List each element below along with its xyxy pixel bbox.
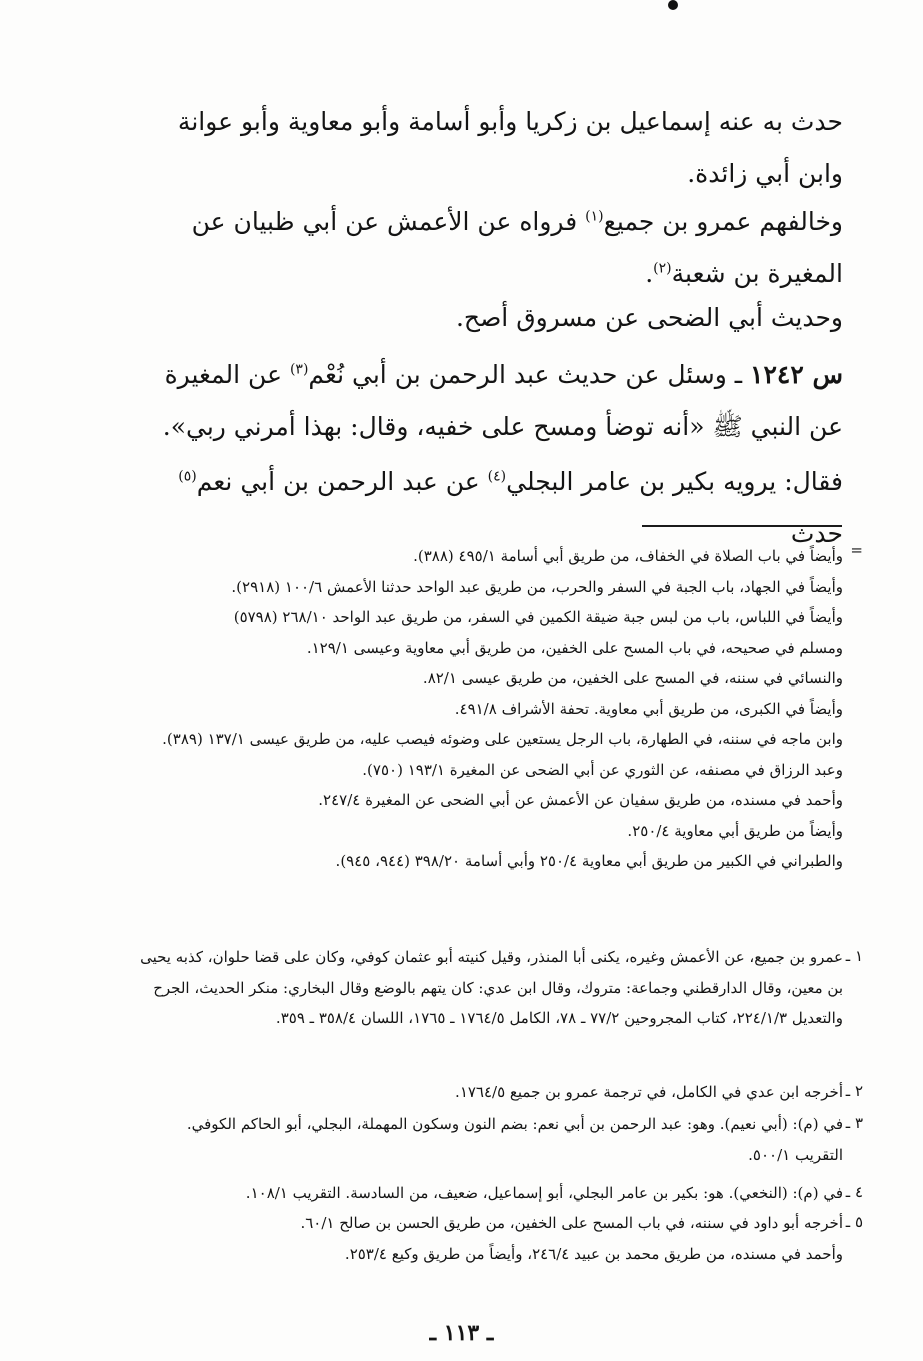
footnote-5 bbox=[138, 1208, 843, 1269]
p2-text-b: فرواه عن الأعمش عن أبي ظبيان عن المغيرة بن شعبة bbox=[191, 207, 843, 288]
footnote-line: وأيضاً من طريق أبي معاوية ٢٥٠/٤. bbox=[627, 821, 843, 840]
footnote-separator bbox=[642, 525, 842, 527]
ink-dot bbox=[668, 0, 678, 10]
question-number: س ١٢٤٢ bbox=[750, 360, 843, 389]
question-text-a: ـ وسئل عن حديث عبد الرحمن بن أبي نُعْم bbox=[308, 360, 751, 389]
footnote-text: أخرجه أبو داود في سننه، في باب المسح على الخفين، من طريق الحسن بن صالح ٦٠/١. bbox=[300, 1214, 843, 1232]
footnote-line: وعبد الرزاق في مصنفه، عن الثوري عن أبي الضحى عن المغيرة ١٩٣/١ (٧٥٠). bbox=[362, 760, 843, 779]
footnote-number-5: ٥ ـ bbox=[845, 1213, 863, 1231]
footnote-text-continued: وأحمد في مسنده، من طريق محمد بن عبيد ٢٤٦/٤، وأيضاً من طريق وكيع ٢٥٣/٤. bbox=[344, 1244, 843, 1263]
footnote-line: وأيضاً في اللباس، باب من لبس جبة ضيقة الكمين في السفر، من طريق عبد الواحد ٢٦٨/١٠ (٥٧٩٨) bbox=[233, 608, 843, 626]
footnote-text: عمرو بن جميع، عن الأعمش وغيره، يكنى أبا المنذر، وقيل كنيته أبو عثمان كوفي، وكان على قضا حلوان، كذبه يحيى بن معين، وقال الدارقطني وجماعة: متروك، وقال ابن عدي: كان يتهم بالوضع وقال البخاري: منكر الحديث، الجرح والتعديل ٢٢٤/١/٣، كتاب المجروحين ٧٧/٢ ـ ٧٨، الكامل ١٧٦٤/٥ ـ ١٧٦٥، اللسان ٣٥٨/٤ ـ ٣٥٩. bbox=[140, 948, 843, 1027]
footnote-line: والنسائي في سننه، في المسح على الخفين، من طريق عيسى ٨٢/١. bbox=[422, 669, 843, 687]
footnote-line: ومسلم في صحيحه، في باب المسح على الخفين، من طريق أبي معاوية وعيسى ١٢٩/١. bbox=[306, 638, 843, 657]
footnote-4 bbox=[138, 1178, 843, 1209]
main-paragraph-3: وحديث أبي الضحى عن مسروق أصح. bbox=[455, 303, 843, 332]
footnote-text: أخرجه ابن عدي في الكامل، في ترجمة عمرو بن جميع ١٧٦٤/٥. bbox=[455, 1083, 843, 1101]
main-paragraph-1: حدث به عنه إسماعيل بن زكريا وأبو أسامة وأبو معاوية وأبو عوانة وابن أبي زائدة. bbox=[177, 107, 843, 188]
footnote-continuation bbox=[138, 541, 843, 877]
footnote-3 bbox=[138, 1109, 843, 1170]
question-paragraph bbox=[133, 349, 843, 453]
question-text-b: عن المغيرة عن النبي ﷺ «أنه توضأ ومسح على خفيه، وقال: بهذا أمرني ربي». bbox=[162, 360, 843, 441]
footnote-number-1: ١ ـ bbox=[845, 947, 863, 965]
footnote-line: وأيضاً في الكبرى، من طريق أبي معاوية. تحفة الأشراف ٤٩١/٨. bbox=[454, 699, 843, 718]
footnote-line: وأيضاً في باب الصلاة في الخفاف، من طريق أبي أسامة ٤٩٥/١ (٣٨٨). bbox=[413, 547, 843, 565]
p2-text-a: وخالفهم عمرو بن جميع bbox=[603, 207, 843, 236]
answer-text-b: عن عبد الرحمن بن أبي نعم bbox=[196, 467, 488, 496]
footnote-ref-1: (١) bbox=[585, 208, 604, 225]
main-paragraph-2 bbox=[133, 196, 843, 300]
page-number: ـ ١١٣ ـ bbox=[429, 1320, 494, 1346]
answer-text-a: فقال: يرويه بكير بن عامر البجلي bbox=[506, 467, 843, 496]
footnote-line: وأحمد في مسنده، من طريق سفيان عن الأعمش عن أبي الضحى عن المغيرة ٢٤٧/٤. bbox=[318, 791, 843, 809]
footnote-line: والطبراني في الكبير من طريق أبي معاوية ٢٥٠/٤ وأبي أسامة ٣٩٨/٢٠ (٩٤٤، ٩٤٥). bbox=[335, 852, 843, 870]
footnote-number-2: ٢ ـ bbox=[845, 1082, 863, 1100]
footnote-number-3: ٣ ـ bbox=[845, 1114, 863, 1132]
p2-text-c: . bbox=[645, 259, 654, 288]
footnote-text: في (م): (النخعي). هو: بكير بن عامر البجلي، أبو إسماعيل، ضعيف، من السادسة. التقريب ١٠٨/١. bbox=[245, 1184, 843, 1202]
footnote-ref-2: (٢) bbox=[653, 260, 672, 277]
footnote-2 bbox=[138, 1077, 843, 1108]
footnote-text: في (م): (أبي نعيم). وهو: عبد الرحمن بن أبي نعم: بضم النون وسكون المهملة، البجلي، أبو الحاكم الكوفي. التقريب ٥٠٠/١. bbox=[186, 1115, 843, 1164]
answer-text-c: حدث bbox=[790, 519, 843, 548]
footnote-1 bbox=[138, 942, 843, 1034]
footnote-line: وأيضاً في الجهاد، باب الجبة في السفر والحرب، من طريق عبد الواحد حدثنا الأعمش ١٠٠/٦ (٢٩١٨). bbox=[231, 577, 843, 596]
footnote-ref-5: (٥) bbox=[178, 468, 197, 485]
footnote-line: وابن ماجه في سننه، في الطهارة، باب الرجل يستعين على وضوئه فيصب عليه، من طريق عيسى ١٣٧/١ (٣٨٩). bbox=[162, 730, 843, 748]
footnote-number-4: ٤ ـ bbox=[845, 1183, 863, 1201]
footnote-ref-4: (٤) bbox=[487, 468, 507, 485]
footnote-ref-3: (٣) bbox=[289, 361, 309, 378]
footnote-continuation-marker: = bbox=[850, 541, 863, 559]
